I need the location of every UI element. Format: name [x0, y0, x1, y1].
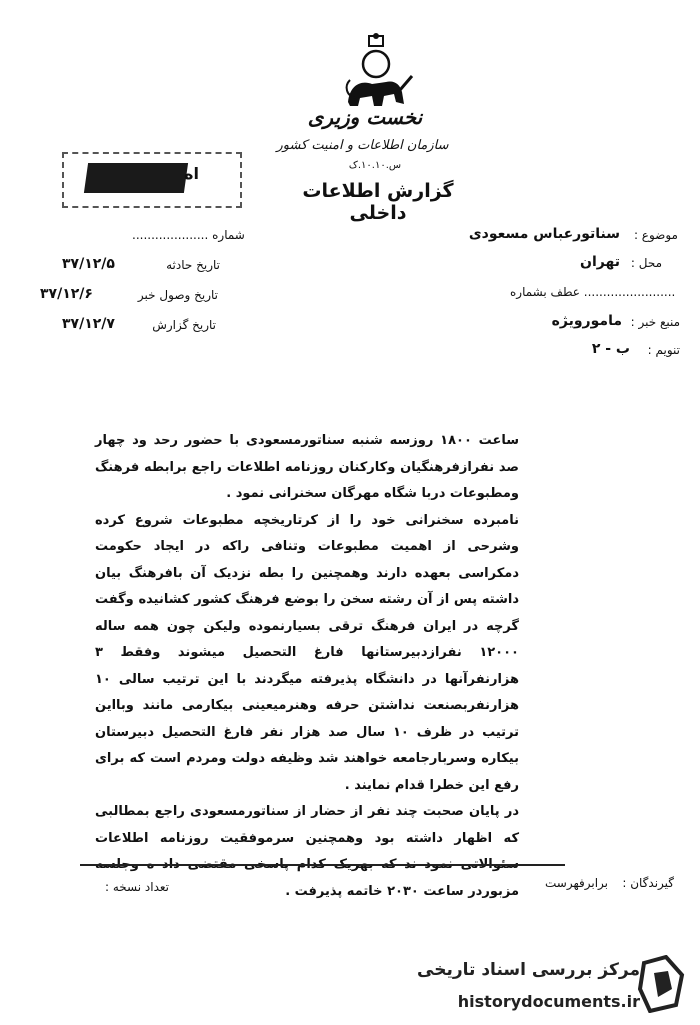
report-date-value: ۳۷/۱۲/۷	[62, 316, 115, 332]
place-label: محل :	[630, 256, 662, 270]
recipients-label: گیرندگان :	[622, 876, 674, 890]
number-dots: ....................	[132, 228, 209, 242]
divider-line	[80, 864, 565, 866]
number-field	[132, 228, 245, 242]
report-title: گزارش اطلاعات داخلی	[302, 180, 454, 224]
archive-logo-icon	[636, 955, 688, 1013]
reference-label: عطف بشماره	[510, 285, 580, 299]
report-body	[95, 428, 519, 905]
received-date-value: ۳۷/۱۲/۶	[40, 286, 93, 302]
report-date-label: تاریخ گزارش	[152, 318, 216, 332]
evaluation-value: ب - ۲	[591, 341, 630, 357]
source-label: منبع خبر :	[630, 315, 680, 329]
body-paragraph-1: ساعت ۱۸۰۰ روزسه شنبه سناتورمسعودی با حضور رحد ود چهار صد نفرازفرهنگیان وکارکنان روزنامه اطلاعات راجع برابطه فرهنگ ومطبوعات دربا شگاه مهرگان سخنرانی نمود .	[95, 433, 519, 501]
organization-name-prime-ministry: نخست وزیری	[307, 105, 423, 129]
report-date-field	[62, 316, 216, 336]
recipients-field	[478, 874, 674, 894]
place-field	[530, 254, 662, 274]
incident-date-value: ۳۷/۱۲/۵	[62, 256, 115, 272]
archive-website: historydocuments.ir	[457, 992, 640, 1011]
archive-brand-name: مرکز بررسی اسناد تاریخی	[417, 960, 640, 980]
organization-code: س.۱۰.۱۰.ک	[348, 160, 402, 171]
body-paragraph-2: نامبرده سخنرانی خود را از کرتاریخچه مطبوعات شروع کرده وشرحی از اهمیت مطبوعات وتنافی راکه در ایجاد حکومت دمکراسی بعهده دارند وهمچنین را بطه نزدیک آن بافرهنگ بیان داشته پس از آن رشته سخن را بوضع فرهنگ کشور کشانیده وگفت گرچه در ایران فرهنگ ترقی بسیارنموده ولیکن چون همه ساله ۱۲۰۰۰ نفرازدبیرستانها فارغ التحصیل میشوند وفقط ۳ هزارنفرآنها در دانشگاه پذیرفته میگردند با این ترتیب سالی ۱۰ هزارنفربصنعت نداشتن حرفه وهنرمیعینی بیکارمی مانند وبااین ترتیب در ظرف ۱۰ سال صد هزار نفر فارغ التحصیل دبیرستان بیکاره وسربارجامعه خواهند شد وظیفه دولت ومردم است که برای رفع این خطرا قدام نمایند .	[95, 512, 519, 793]
subject-field	[470, 226, 678, 246]
incident-date-field	[62, 256, 220, 276]
evaluation-field	[560, 341, 680, 361]
incident-date-label: تاریخ حادثه	[166, 258, 220, 272]
reference-field	[510, 285, 675, 299]
redaction-block	[84, 163, 188, 193]
number-label: شماره	[212, 228, 245, 242]
organization-name-savak: سازمان اطلاعات و امنیت کشور	[276, 138, 449, 153]
evaluation-label: تنویم :	[647, 343, 680, 357]
stamp-mark-icon: اه	[184, 164, 199, 183]
recipients-value: برابرفهرست	[545, 876, 608, 890]
source-field	[530, 313, 680, 333]
classification-stamp	[62, 152, 242, 208]
body-paragraph-3: در پایان صحبت چند نفر از حضار از سناتورمسعودی راجع بمطالبی که اظهار داشته بود وهمچنین سرموفقیت روزنامه اطلاعات سئوالاتی نمود ند که بهریک کدام پاسخی مقتضی داد ه وجلسه مزبوردر ساعت ۲۰۳۰ خاتمه پذیرفت .	[95, 804, 519, 899]
source-value: مامورویژه	[551, 313, 622, 329]
reference-dots: ........................	[583, 285, 676, 299]
subject-label: موضوع :	[633, 228, 678, 242]
received-date-field	[40, 286, 218, 306]
subject-value: سناتورعباس مسعودی	[468, 226, 620, 242]
place-value: تهران	[580, 254, 620, 270]
received-date-label: تاریخ وصول خبر	[137, 288, 218, 302]
copies-label: تعداد نسخه :	[105, 880, 170, 894]
